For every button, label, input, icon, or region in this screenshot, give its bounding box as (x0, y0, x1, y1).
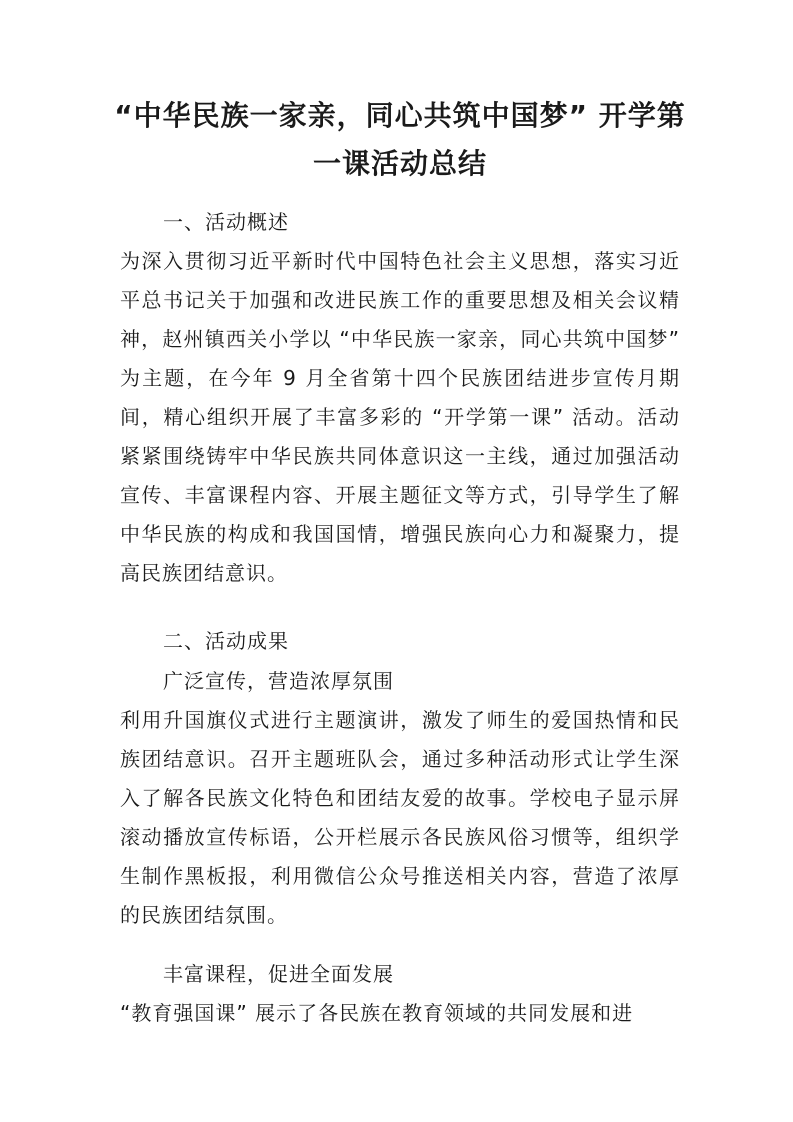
section-heading-results: 二、活动成果 (163, 629, 289, 653)
paragraph-publicity: 利用升国旗仪式进行主题演讲，激发了师生的爱国热情和民族团结意识。召开主题班队会，通过多种活动形式让学生深入了解各民族文化特色和团结友爱的故事。学校电子显示屏滚动播放宣传标语，公开栏展示各民族风俗习惯等，组织学生制作黑板报，利用微信公众号推送相关内容，营造了浓厚的民族团结氛围。 (120, 708, 680, 927)
subsection-heading-publicity: 广泛宣传，营造浓厚氛围 (163, 669, 394, 693)
paragraph-overview: 为深入贯彻习近平新时代中国特色社会主义思想，落实习近平总书记关于加强和改进民族工作的重要思想及相关会议精神，赵州镇西关小学以 “中华民族一家亲，同心共筑中国梦” 为主题，在今年 9 月全省第十四个民族团结进步宣传月期间，精心组织开展了丰富多彩的 “开学第一课” 活动。活动紧紧围绕铸牢中华民族共同体意识这一主线，通过加强活动宣传、丰富课程内容、开展主题征文等方式，引导学生了解中华民族的构成和我国国情，增强民族向心力和凝聚力，提高民族团结意识。 (120, 249, 680, 585)
paragraph-courses: “教育强国课” 展示了各民族在教育领域的共同发展和进 (120, 1001, 634, 1025)
document-title: “中华民族一家亲，同心共筑中国梦” 开学第一课活动总结 (114, 99, 686, 180)
subsection-heading-courses: 丰富课程，促进全面发展 (163, 962, 394, 986)
section-heading-overview: 一、活动概述 (163, 210, 289, 234)
